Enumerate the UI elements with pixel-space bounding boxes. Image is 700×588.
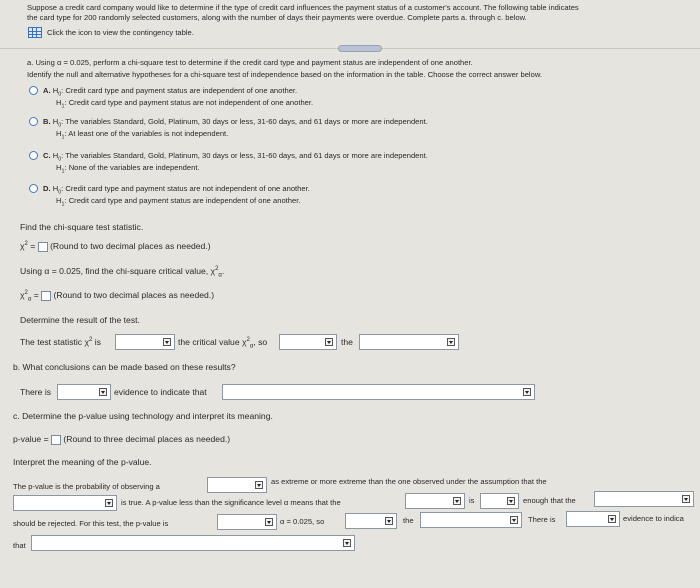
option-a-h1-row: $H_1$: Credit card type and payment status are not independent of one another. <box>56 98 314 110</box>
pvalue-line2-c: enough that the <box>523 496 576 505</box>
decision-dropdown[interactable] <box>279 334 337 350</box>
pvalue-line3-c: the <box>403 516 414 525</box>
option-letter: B. <box>43 117 51 126</box>
pvalue-line3-d: There is <box>528 515 556 524</box>
critical-value-input[interactable] <box>41 291 51 301</box>
chi-square-hint: (Round to two decimal places as needed.) <box>50 241 211 251</box>
chevron-down-icon <box>343 539 351 547</box>
chevron-down-icon <box>447 338 455 346</box>
pvalue-hint: (Round to three decimal places as needed.) <box>63 434 231 444</box>
chevron-down-icon <box>523 388 531 396</box>
intro-line-1: Suppose a credit card company would like to determine if the type of credit card influences the payment status of a customer's account. The following table indicates <box>27 3 579 12</box>
critical-value-row: $\chi^2_\alpha$ = (Round to two decimal places as needed.) <box>20 290 215 303</box>
critical-prompt-row: Using α = 0.025, find the chi-square critical value, $\chi^2_\alpha$. <box>20 266 225 279</box>
evidence-dropdown[interactable] <box>57 384 111 400</box>
chevron-down-icon <box>608 515 616 523</box>
pvalue-hypothesis-dropdown[interactable] <box>420 512 522 528</box>
chevron-down-icon <box>99 388 107 396</box>
option-c-radio[interactable] <box>29 151 38 160</box>
pvalue-label: p-value = <box>13 434 49 444</box>
pvalue-comparison-dropdown[interactable] <box>217 514 277 530</box>
pvalue-line1-b: as extreme or more extreme than the one observed under the assumption that the <box>271 477 547 486</box>
chevron-down-icon <box>255 481 263 489</box>
pvalue-line1-a: The p-value is the probability of observing a <box>13 482 160 491</box>
comparison-dropdown[interactable] <box>115 334 175 350</box>
find-stat-label: Find the chi-square test statistic. <box>20 222 144 232</box>
option-b-h1: At least one of the variables is not independent. <box>68 129 229 138</box>
pvalue-decision-dropdown[interactable] <box>345 513 397 529</box>
the-label: the <box>341 337 353 347</box>
chevron-down-icon <box>265 518 273 526</box>
part-b-question: b. What conclusions can be made based on these results? <box>13 362 236 372</box>
chevron-down-icon <box>682 495 690 503</box>
part-a-instructions: Identify the null and alternative hypotheses for a chi-square test of independence based on the information in the table. Choose the correct answer below. <box>27 70 543 79</box>
pvalue-line3-b: α = 0.025, so <box>280 517 325 526</box>
option-a[interactable]: A. $H_0$: Credit card type and payment status are independent of one another. <box>43 86 298 98</box>
test-stat-label: The test statistic $\chi^2$ is <box>20 337 101 347</box>
option-c-h1-row: $H_1$: None of the variables are independent. <box>56 163 200 175</box>
observation-dropdown[interactable] <box>207 477 267 493</box>
option-d-h0: Credit card type and payment status are not independent of one another. <box>65 184 310 193</box>
test-stat-text: The test statistic χ <box>20 337 89 347</box>
critical-value-so-label: the critical value $\chi^2_\alpha$, so <box>178 337 268 350</box>
option-c[interactable]: C. $H_0$: The variables Standard, Gold, Platinum, 30 days or less, 31-60 days, and 61 days or more are independent. <box>43 151 428 163</box>
intro-line-2: the card type for 200 randomly selected customers, along with the number of days their payments were overdue. Complete parts a. through c. below. <box>27 13 527 22</box>
option-letter: C. <box>43 151 51 160</box>
chevron-down-icon <box>510 516 518 524</box>
pvalue-line4-a: that <box>13 541 26 550</box>
chevron-down-icon <box>507 497 515 505</box>
chi-square-row: $\chi^2$ = (Round to two decimal places as needed.) <box>20 241 211 251</box>
chevron-down-icon <box>163 338 171 346</box>
so-text: , so <box>253 337 268 347</box>
chi-square-input[interactable] <box>38 242 48 252</box>
pvalue-conclusion-dropdown[interactable] <box>31 535 355 551</box>
there-is-label: There is <box>20 387 52 397</box>
pvalue-row <box>13 434 230 445</box>
interpret-label: Interpret the meaning of the p-value. <box>13 457 152 467</box>
option-d-radio[interactable] <box>29 184 38 193</box>
option-a-radio[interactable] <box>29 86 38 95</box>
critical-hint: (Round to two decimal places as needed.) <box>53 290 215 300</box>
option-letter: D. <box>43 184 51 193</box>
critical-prompt: Using α = 0.025, find the chi-square critical value, χ <box>20 266 216 276</box>
option-d-h1: Credit card type and payment status are independent of one another. <box>68 196 301 205</box>
table-link[interactable]: Click the icon to view the contingency table. <box>47 28 194 37</box>
determine-label: Determine the result of the test. <box>20 315 140 325</box>
assumption-dropdown[interactable] <box>13 495 117 511</box>
more-toggle[interactable] <box>338 45 382 52</box>
critical-value-text: the critical value χ <box>178 337 247 347</box>
option-d[interactable]: D. $H_0$: Credit card type and payment status are not independent of one another. <box>43 184 310 196</box>
option-b[interactable]: B. $H_0$: The variables Standard, Gold, Platinum, 30 days or less, 31-60 days, and 61 days or more are independent. <box>43 117 428 129</box>
option-a-h1: Credit card type and payment status are not independent of one another. <box>68 98 314 107</box>
pvalue-line3-e: evidence to indica <box>623 514 684 523</box>
test-stat-is: is <box>94 337 101 347</box>
table-icon[interactable] <box>28 27 42 38</box>
evidence-label: evidence to indicate that <box>114 387 207 397</box>
pvalue-line2-b: is <box>469 496 475 505</box>
pvalue-input[interactable] <box>51 435 61 445</box>
option-d-h1-row: $H_1$: Credit card type and payment status are independent of one another. <box>56 196 301 208</box>
part-c-question: c. Determine the p-value using technology and interpret its meaning. <box>13 411 273 421</box>
option-a-h0: Credit card type and payment status are independent of one another. <box>65 86 298 95</box>
rejected-hypothesis-dropdown[interactable] <box>594 491 694 507</box>
chevron-down-icon <box>453 497 461 505</box>
likelihood-dropdown[interactable] <box>480 493 519 509</box>
option-c-h1: None of the variables are independent. <box>68 163 200 172</box>
part-a-question: a. Using α = 0.025, perform a chi-square test to determine if the credit card type and payment status are independent of one another. <box>27 58 473 67</box>
pvalue-line3-a: should be rejected. For this test, the p-value is <box>13 519 169 528</box>
chevron-down-icon <box>325 338 333 346</box>
option-letter: A. <box>43 86 51 95</box>
chevron-down-icon <box>105 499 113 507</box>
pvalue-line2-a: is true. A p-value less than the significance level α means that the <box>121 498 341 507</box>
option-c-h0: The variables Standard, Gold, Platinum, 30 days or less, 31-60 days, and 61 days or more are independent. <box>65 151 428 160</box>
pvalue-evidence-dropdown[interactable] <box>566 511 620 527</box>
chevron-down-icon <box>385 517 393 525</box>
conclusion-dropdown[interactable] <box>222 384 535 400</box>
option-b-radio[interactable] <box>29 117 38 126</box>
option-b-h0: The variables Standard, Gold, Platinum, 30 days or less, 31-60 days, and 61 days or more are independent. <box>65 117 428 126</box>
option-b-h1-row: $H_1$: At least one of the variables is not independent. <box>56 129 229 141</box>
quantity-dropdown[interactable] <box>405 493 465 509</box>
hypothesis-dropdown[interactable] <box>359 334 459 350</box>
